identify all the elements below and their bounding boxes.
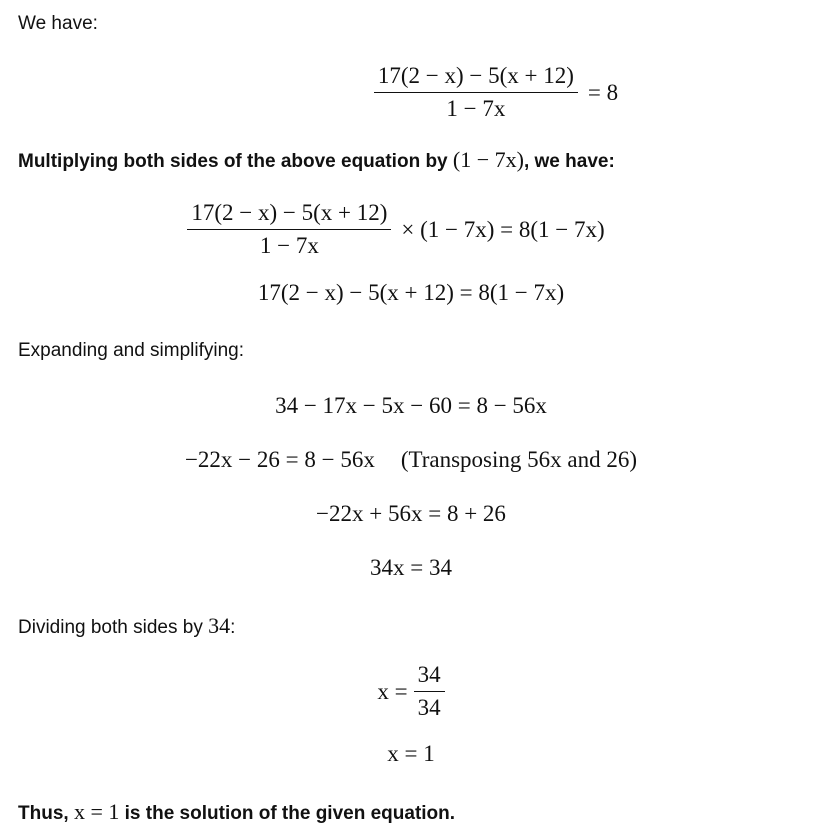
step-1-text	[18, 148, 615, 174]
equation-1	[0, 62, 822, 122]
conclusion-text	[18, 800, 455, 826]
equation-8-denominator: 34	[417, 695, 441, 720]
equation-2-denominator: 1 − 7x	[259, 233, 319, 258]
equation-7: 34x = 34	[370, 555, 452, 580]
equation-3: 17(2 − x) − 5(x + 12) = 8(1 − 7x)	[257, 280, 565, 305]
equation-1-denominator: 1 − 7x	[446, 96, 506, 121]
step-3-math: 34	[208, 613, 231, 638]
equation-4: 34 − 17x − 5x − 60 = 8 − 56x	[275, 393, 547, 418]
equation-1-rhs: = 8	[587, 79, 619, 105]
equation-8-fraction	[414, 662, 445, 721]
step-3-pre: Dividing both sides by	[18, 617, 209, 638]
equation-5	[0, 446, 822, 474]
equation-1-numerator: 17(2 − x) − 5(x + 12)	[374, 63, 578, 93]
equation-2-rhs: × (1 − 7x) = 8(1 − 7x)	[401, 216, 605, 242]
step-1-post: , we have:	[523, 151, 615, 172]
equation-8-numerator: 34	[414, 662, 445, 692]
intro-text: We have:	[18, 13, 98, 34]
conclusion-math: x = 1	[73, 799, 120, 824]
conclusion-pre: Thus,	[18, 803, 74, 824]
equation-8-lhs: x =	[377, 678, 408, 704]
conclusion-post: is the solution of the given equation.	[119, 803, 456, 824]
equation-2	[0, 199, 822, 259]
step-1-math: (1 − 7x)	[452, 147, 524, 172]
equation-5-note: (Transposing 56x and 26)	[400, 447, 638, 472]
equation-8	[0, 662, 822, 721]
step-2-text: Expanding and simplifying:	[18, 340, 245, 361]
equation-1-fraction	[374, 63, 578, 122]
step-1-pre: Multiplying both sides of the above equation by	[18, 151, 453, 172]
step-3-post: :	[230, 617, 236, 638]
equation-2-numerator: 17(2 − x) − 5(x + 12)	[187, 200, 391, 230]
equation-5-main: −22x − 26 = 8 − 56x	[184, 447, 375, 472]
step-3-text	[18, 614, 235, 640]
equation-9: x = 1	[387, 741, 435, 766]
equation-6: −22x + 56x = 8 + 26	[316, 501, 506, 526]
equation-2-fraction	[187, 200, 391, 259]
